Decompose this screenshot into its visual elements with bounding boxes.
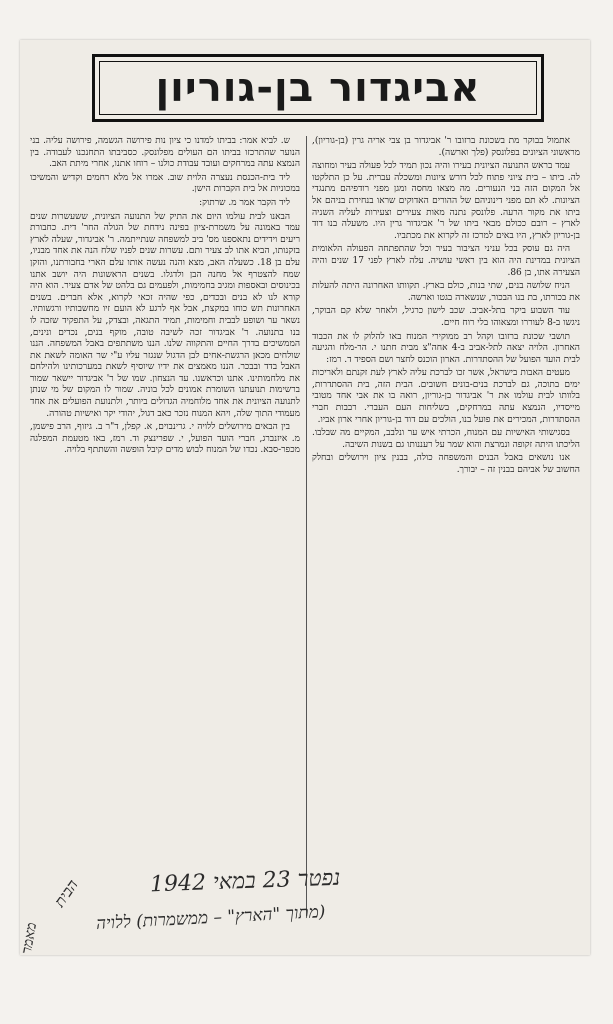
paragraph: בסגישותי האישיות עם המנוח, הכרתי איש ער ונלבב, המקיים מה שבלבו. הליכתו היתה זקופה ונמרצת והוא שמר על רעננותו גם בשנות השיבה. bbox=[312, 428, 580, 450]
handwritten-source-note: (מתוך "הארץ" – ממשמרות) ללויה bbox=[95, 902, 326, 934]
paragraph: עוד השבוע ביקר בתל-אביב. שכב לישון כרגיל, ולאחר שלא קם הבוקר, ניגשו ב-8 לעוררו ומצאוהו בלי רוח חיים. bbox=[312, 306, 580, 328]
paragraph: הניח שלושה בנים, שתי בנות, כולם בארץ. תקוותו האחרונה היתה להעלות את בכורתו, בת בנו הבכור, שנשארה בגטו וארשה. bbox=[312, 281, 580, 303]
headline-box bbox=[92, 54, 544, 122]
handwritten-margin-note: מאמר bbox=[18, 921, 41, 956]
paragraph: אנו נושאים באבל הבנים והמשפחה כולה, בבנין ציון וירושלים ובחלק החשוב של אביהם בבנין זה – יבורך. bbox=[312, 453, 580, 476]
speaker-line: ליד הקבר אמר מ. שרתוק: bbox=[199, 197, 290, 208]
left-column bbox=[30, 136, 300, 864]
paragraph: עמד בראש התנועה הציונית בעירו והיה נכון תמיד לכל פעולה בעיר ומחוצה לה. ביתו – בית ציוני פתוח לכל דורש ציונות ומשכלה עברית. על כן התלקטו אל המקום הזה בני הנעורים. מה מצאו מחסה ומגן מפני רודפיהם מתנגדי הציונות. לא תם מפני דינוניהם של ההורים האדוקים שראו בנחירת בניהם אל ביתו את מקור הרעה. פלונסק נתנה מאות צעירים וצעירות לעליה השניה לארץ – רובם ככולם מבאי ביתו של ר' אביגדור גרין היו. משעלה בנו דוד בן-גוריון לארץ, היו באים למרכז זה לקרוא את מכתביו. bbox=[312, 161, 580, 241]
handwritten-date-note: נפטר 23 במאי 1942 bbox=[149, 865, 341, 898]
paragraph: ש. לביא אמר: בביתו למדנו כי ציון נות פירושה הגשמה, פירושה עליה. בני הנוער שהתרכזו בביתו הם העולים מפלונסק. כסביבתו התחנכנו לעבודה. בין הנמצא עתה במרחקים ועובד עבודת כולנו – רוחו אתנו, אחרי מיתת האב. bbox=[30, 136, 300, 170]
paragraph: תושבי שכונת ברזובו וקהל רב ממוקירי המנוח באו להלוק לו את הכבוד האחרון. הלויה יצאה לתל-אביב ב-4 אחה"צ מבית חתנו י. הר-מלח והגיעה לבית הועד הפועל של ההסתדרות. הארון הוכנס לחצר ושם הספיד ד. רמז: bbox=[312, 331, 580, 365]
paragraph: בין הבאים מירושלים ללויה י. גרינבוים, א. קפלן, ד"ר ב. גיזוף, הרב פישמן, מ. איזנברג, חברי הועד הפועל, י. שפרינצק וד. רמז, באו מטעמת המפלגה מכפר-סבא. נכדו של המנוח לבוש מדים קיבל הופשה והשתתף בלויה. bbox=[30, 422, 300, 456]
paragraph: אתמול בבוקר מת בשכונת ברזובו ר' אביגדור בן צבי אריה גרין (בן-גוריון), מראשוני הציונים בפלונסק (פלך וארשה). bbox=[312, 136, 580, 158]
right-column bbox=[312, 136, 580, 944]
newspaper-clipping bbox=[20, 40, 590, 955]
paragraph: הבאנו לבית עולמו היום את התיק של התנועה הציונית, ששעשרות שנים עמד באמונה על משמרת-ציון בפינה נידחת של הגולה החר' דית. כחבורת ריעים וידידים נתאספנו מס' ביב למשפחה שנתייתמה. ר' אביגדור, שעלה לארץ בזקנותו, הביא אתו לב צעיר ותם. עשרות שנים לפניו שלח הנה את אחד מבניו, עלם בן 18. כשעלה האב, מצא והנה נעשה אותו עלם הארי בחבורתנו, והזקן שמח להצטרף אל מחנה הבן ולדגלו. בשנים הראשונות היה יושב אתנו בכינוסים ובאספות ומגיב בחמימות, ולפעמים גם בלהט של אדם צעיר. הוא היה קורא לנו לא בנים ובכדים, כפי שהיה זכאי לקרוא, אלא חברים. בשנים האחרונות תש כוחו במקצת, אבל אף לרגע לא הועם זיו מחשבותיו ורגשותיו. נשאר ער ושופע לבבית וחמימות, תמיד התגאה, ובצדק, על התפקיד שזכה לו בנו בתנועה. ר' אביגדור זכה לשיבה טובה, מוקף בנים, נכדים ונינים, הממשיכים בדרך החיים והתקווה שלנו. הננו משתתפים באבל המשפחה. הננו שולחים מכאן הרגשת-אחים לבן הדגול שנגזר עליו ע"י שר האומה לשאת את האבל בדד ובבכר. הננו מאמצים את ידיו שיוסיף לשאת במערכותינו ולהילחם את מלחמותינו. אתנו וכראשנו. עד הנצחון. שמו של ר' אביגדור יישאר שמור ברשימות תנועתנו השומרת אמונים לכל בוניה. שמור לו המקום של מי שנתן לתנועה הציונית את אחד מלוחמיה הגדולים ביותר, ולתנועת הפועלים את אחד מעמודי התוך שלה, ויהא המנוח נזכר כאב דגול, יהודי יקר ואישיות טהורה. bbox=[30, 211, 300, 419]
paragraph: מעטים האבות בישראל, אשר זכו לברכת עליה לארץ לעת זקנתם ולאריכות ימים בתוכה, גם לברכת בנים-בונים חשובים. הבית הזה, בית ההסתדרות, בלוותו לבית עולמו את ר' אביגדור בן-גוריון, רואה בו את אבי אחד מטובי מייסדיו, הנמצא עתה במרחקים, בשליחות העם העברי. רבבות חברי ההסתדרות, המכירים את פועל בנו, הולכים עם דוד בן-גוריון אחרי ארון אביו. bbox=[312, 368, 580, 425]
column-divider bbox=[306, 136, 307, 916]
paragraph: היה גם עוסק בכל עניני הציבור בעיר וכל שהתפתחה הפעולה הלאומית הציונית במדינת היה הוא בין ראשי עושיה. עלה לארץ לפני 17 שנים והיה הצעירה אתו, בן 86. bbox=[312, 244, 580, 278]
handwritten-margin-note: הבית bbox=[50, 876, 82, 911]
headline: אביגדור בן-גוריון bbox=[155, 65, 481, 111]
paragraph: ליד בית-הכנסת נעצרה הלוית שוב. אמרו אל מלא רחמים וקדיש והמשיכו במכוניות אל בית הקברות הישן. bbox=[30, 172, 300, 195]
